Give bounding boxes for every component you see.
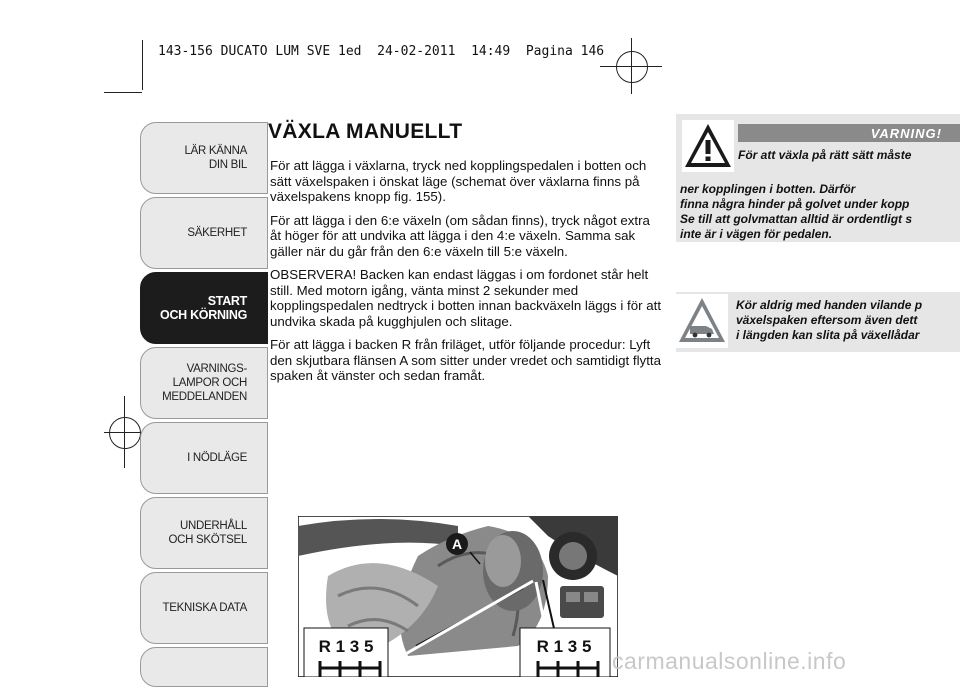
van-triangle-icon <box>676 294 728 348</box>
watermark: carmanualsonline.info <box>612 648 847 674</box>
tab-label: START OCH KÖRNING <box>160 294 247 322</box>
tab-varningslampor[interactable] <box>140 347 268 419</box>
page-title: VÄXLA MANUELLT <box>268 120 463 143</box>
crop-mark <box>104 92 142 93</box>
gear-pattern-label: R 1 3 5 <box>318 637 374 656</box>
tab-tekniska-data[interactable] <box>140 572 268 644</box>
crop-mark <box>142 40 143 90</box>
callout-a: A <box>451 536 463 552</box>
paragraph: OBSERVERA! Backen kan endast läggas i om fordonet står helt still. Med motorn igång, vänta minst 2 sekunder med kopplingspedalen nedtryck i botten innan backväxeln läggs i för att undvika skada på kugghjulen och slitage. <box>270 267 662 329</box>
tab-i-nodlage[interactable] <box>140 422 268 494</box>
warning-text: För att växla på rätt sätt måste <box>738 148 912 162</box>
tab-partial[interactable] <box>140 647 268 687</box>
paragraph: För att lägga i växlarna, tryck ned kopplingspedalen i botten och sätt växelspaken i önskat läge (schemat över växlarna finns på växelspakens knopp fig. 155). <box>270 158 647 204</box>
registration-mark <box>109 417 141 449</box>
tab-lar-kanna[interactable] <box>140 122 268 194</box>
registration-mark <box>616 51 648 83</box>
body-text <box>270 158 662 392</box>
paragraph: För att lägga i den 6:e växeln (om sådan finns), tryck något extra åt höger för att undvika att lägga i den 4:e växeln. Samma sak gäller när du går från den 6:e växeln till 5:e växeln. <box>270 212 650 259</box>
tab-label: UNDERHÅLL OCH SKÖTSEL <box>168 520 247 546</box>
tab-label: SÄKERHET <box>187 227 247 239</box>
warning-text: ner kopplingen i botten. Därför finna några hinder på golvet under kopp Se till att golvmattan alltid är ordentligt s inte är i vägen för pedalen. <box>680 182 913 241</box>
tab-label: VARNINGS- LAMPOR OCH MEDDELANDEN <box>162 363 247 403</box>
paragraph: För att lägga i backen R från friläget, utför följande procedur: Lyft den skjutbara flänsen A som sitter under vredet och samtidigt flytta spaken åt vänster och sedan framåt. <box>270 337 661 383</box>
tab-sakerhet[interactable] <box>140 197 268 269</box>
tab-label: TEKNISKA DATA <box>162 602 247 614</box>
tab-label: I NÖDLÄGE <box>187 452 247 464</box>
print-header: 143-156 DUCATO LUM SVE 1ed 24-02-2011 14:49 Pagina 146 <box>158 44 605 59</box>
note-text: Kör aldrig med handen vilande p växelspaken eftersom även dett i längden kan slita på växellådar <box>736 298 923 342</box>
warning-triangle-icon <box>682 120 734 172</box>
tab-underhall[interactable] <box>140 497 268 569</box>
tab-label: LÄR KÄNNA DIN BIL <box>184 145 247 171</box>
gear-lever-figure <box>298 516 618 677</box>
warning-header: VARNING! <box>738 124 960 142</box>
gear-pattern-label: R 1 3 5 <box>536 637 592 656</box>
tab-start-och-korning[interactable] <box>140 272 268 344</box>
